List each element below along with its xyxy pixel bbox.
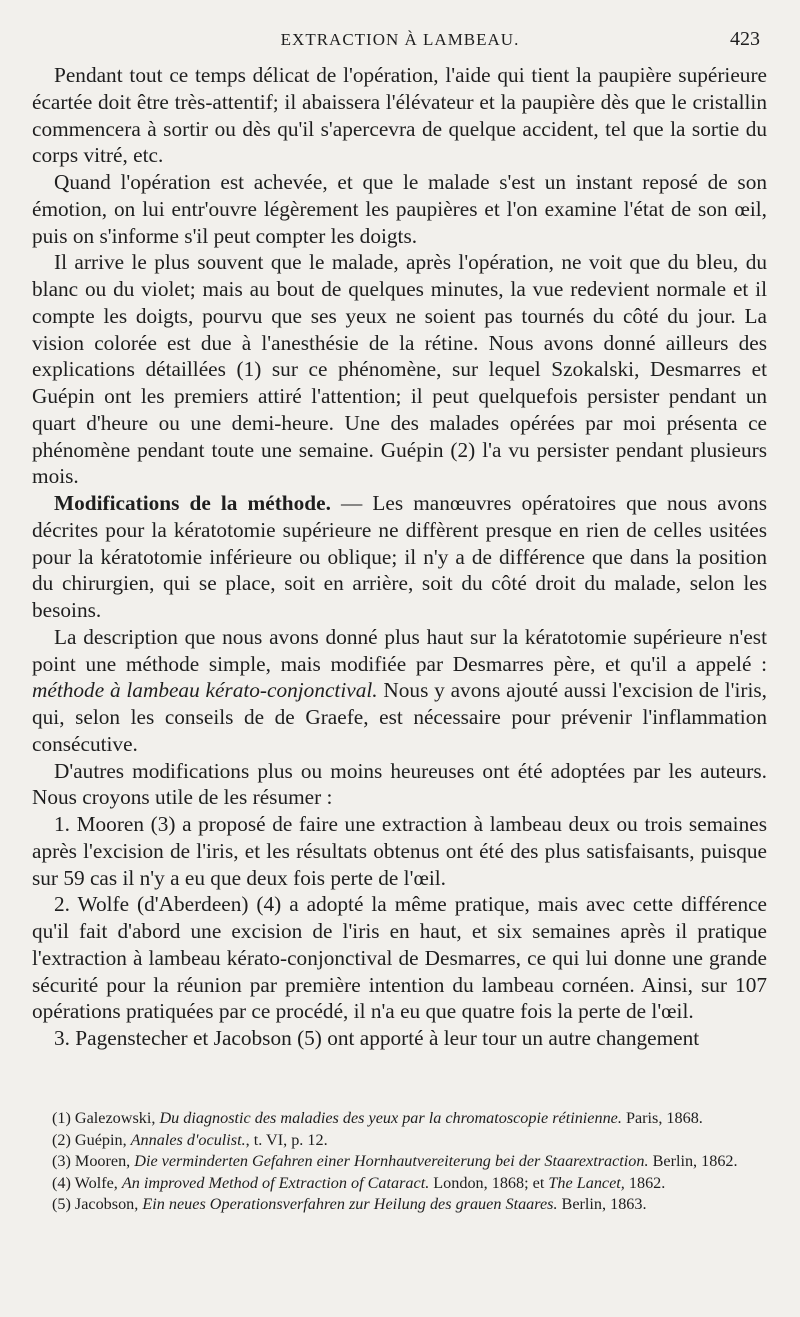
footnote-1-place: Paris, 1868.: [621, 1109, 703, 1127]
footnote-1-author: (1) Galezowski,: [52, 1109, 160, 1127]
footnote-2: [32, 1130, 767, 1152]
footnote-1-title: Du diagnostic des maladies des yeux par la chromatoscopie rétinienne.: [159, 1109, 622, 1127]
footnote-4-author: (4) Wolfe,: [52, 1173, 122, 1192]
list-item-2: 2. Wolfe (d'Aberdeen) (4) a adopté la même pratique, mais avec cette différence qu'il fait d'abord une excision de l'iris en haut, et six semaines après il pratique l'extraction à lambeau kérato-conjonctival de Desmarres, ce qui lui donne une grande sécurité pour la réunion par première intention du lambeau cornéen. Ainsi, sur 107 opérations pratiquées par ce procédé, il n'a eu que quatre fois la perte de l'œil.: [32, 892, 767, 1024]
paragraph-3: Il arrive le plus souvent que le malade, après l'opération, ne voit que du bleu, du blanc ou du violet; mais au bout de quelques minutes, la vue redevient normale et il compte les doigts, pourvu que ses yeux ne soient pas tournés du côté du jour. La vision colorée est due à l'anesthésie de la rétine. Nous avons donné ailleurs des explications détaillées (1) sur ce phénomène, sur lequel Szokalski, Desmarres et Guépin ont les premiers attiré l'attention; il peut quelquefois persister pendant un quart d'heure ou une demi-heure. Une des malades opérées par moi présenta ce phénomène pendant toute une semaine. Guépin (2) l'a vu persister pendant plusieurs mois.: [32, 250, 767, 489]
body-text: [32, 62, 767, 1052]
running-title: EXTRACTION À LAMBEAU.: [280, 30, 520, 49]
footnote-4-year: 1862.: [624, 1173, 666, 1192]
page-number: 423: [730, 28, 760, 50]
footnote-2-author: (2) Guépin,: [52, 1130, 131, 1149]
footnote-2-ref: , t. VI, p. 12.: [245, 1130, 328, 1149]
section-heading: Modifications de la méthode.: [54, 491, 331, 515]
footnote-5: [32, 1194, 767, 1216]
footnote-1: [32, 1108, 767, 1130]
footnote-5-author: (5) Jacobson,: [52, 1195, 143, 1213]
paragraph-6: D'autres modifications plus ou moins heureuses ont été adoptées par les auteurs. Nous croyons utile de les résumer :: [32, 758, 767, 810]
paragraph-2: Quand l'opération est achevée, et que le malade s'est un instant reposé de son émotion, on lui entr'ouvre légèrement les paupières et l'on examine l'état de son œil, puis on s'informe s'il peut compter les doigts.: [32, 170, 767, 248]
paragraph-5-text-b: Nous y avons ajouté aussi l'excision de l'iris, qui, selon les conseils de de Graefe, est nécessaire pour prévenir l'inflammation consécutive.: [32, 678, 767, 756]
list-item-1: 1. Mooren (3) a proposé de faire une extraction à lambeau deux ou trois semaines après l'excision de l'iris, et les résultats obtenus ont été des plus satisfaisants, puisque sur 59 cas il n'y a eu que deux fois perte de l'œil.: [32, 812, 767, 890]
list-item-3: 3. Pagenstecher et Jacobson (5) ont apporté à leur tour un autre changement: [54, 1026, 700, 1050]
paragraph-1: Pendant tout ce temps délicat de l'opération, l'aide qui tient la paupière supérieure écartée doit être très-attentif; il abaissera l'élévateur et la paupière dès que le cristallin commencera à sortir ou dès qu'il s'apercevra de quelque accident, tel que la sortie du corps vitré, etc.: [32, 63, 767, 168]
footnote-3-author: (3) Mooren,: [52, 1152, 135, 1170]
footnote-3-title: Die verminderten Gefahren einer Hornhautvereiterung bei der Staarextraction.: [134, 1152, 649, 1170]
method-name: méthode à lambeau kérato-conjonctival.: [32, 678, 378, 703]
footnote-4-title: An improved Method of Extraction of Cataract.: [121, 1173, 430, 1192]
paragraph-modifications: [32, 490, 767, 624]
footnote-4-journal: The Lancet,: [548, 1173, 625, 1192]
footnote-3: [32, 1151, 767, 1173]
footnote-4-place: London, 1868; et: [429, 1173, 549, 1192]
footnote-4: [32, 1173, 767, 1195]
running-head: [0, 30, 800, 58]
footnotes: [32, 1108, 767, 1216]
footnote-3-place: Berlin, 1862.: [648, 1152, 738, 1170]
paragraph-5: [32, 624, 767, 758]
paragraph-modifications-text: — Les manœuvres opératoires que nous avons décrites pour la kératotomie supérieure ne diffèrent presque en rien de celles usitées pour la kératotomie inférieure ou oblique; il n'y a de différence que dans la position du chirurgien, qui se place, soit en arrière, soit du côté droit du malade, selon les besoins.: [32, 491, 767, 622]
footnote-5-title: Ein neues Operationsverfahren zur Heilung des grauen Staares.: [142, 1195, 558, 1213]
paragraph-5-text-a: La description que nous avons donné plus haut sur la kératotomie supérieure n'est point une méthode simple, mais modifiée par Desmarres père, et qu'il a appelé :: [32, 624, 767, 676]
footnote-5-place: Berlin, 1863.: [557, 1195, 647, 1213]
footnote-2-title: Annales d'oculist.: [130, 1130, 246, 1149]
